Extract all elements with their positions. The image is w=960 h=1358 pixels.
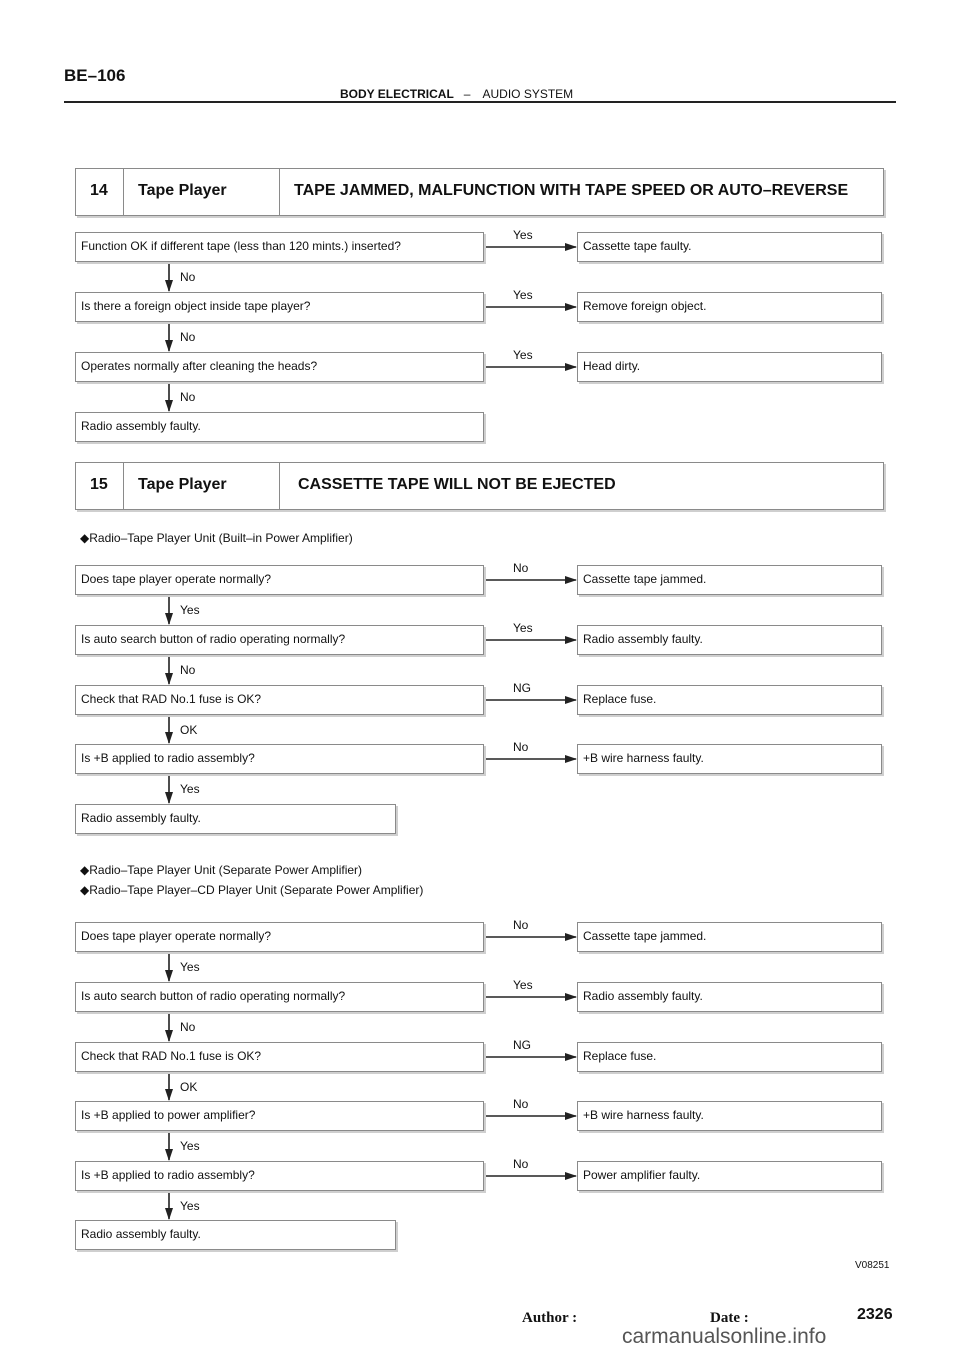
section-number: 15 xyxy=(90,476,108,493)
variant-caption: ◆Radio–Tape Player Unit (Built–in Power Amplifier) xyxy=(80,531,353,545)
author-label: Author : xyxy=(522,1310,578,1326)
diamond-bullet-icon: ◆ xyxy=(80,863,90,877)
question-box: Does tape player operate normally? xyxy=(75,922,484,952)
final-box: Radio assembly faulty. xyxy=(75,412,484,442)
branch-label: No xyxy=(513,740,529,754)
question-box: Does tape player operate normally? xyxy=(75,565,484,595)
diamond-bullet-icon: ◆ xyxy=(80,531,90,545)
branch-label: No xyxy=(513,561,529,575)
result-box: Cassette tape jammed. xyxy=(577,922,882,952)
header-separator: – xyxy=(463,87,471,101)
branch-label: No xyxy=(513,1157,529,1171)
next-label: No xyxy=(180,270,196,284)
result-box: +B wire harness faulty. xyxy=(577,744,882,774)
next-label: No xyxy=(180,663,196,677)
date-label: Date : xyxy=(710,1310,749,1326)
question-box: Is +B applied to radio assembly? xyxy=(75,1161,484,1191)
branch-label: NG xyxy=(513,681,531,695)
question-box: Check that RAD No.1 fuse is OK? xyxy=(75,685,484,715)
final-box: Radio assembly faulty. xyxy=(75,1220,396,1250)
section-title: CASSETTE TAPE WILL NOT BE EJECTED xyxy=(298,476,616,493)
result-box: Remove foreign object. xyxy=(577,292,882,322)
result-box: Power amplifier faulty. xyxy=(577,1161,882,1191)
section-item: Tape Player xyxy=(138,476,227,493)
next-label: Yes xyxy=(180,960,200,974)
next-label: No xyxy=(180,1020,196,1034)
result-box: Cassette tape faulty. xyxy=(577,232,882,262)
question-box: Is +B applied to power amplifier? xyxy=(75,1101,484,1131)
page-number: 2326 xyxy=(857,1306,893,1323)
branch-label: Yes xyxy=(513,228,533,242)
question-box: Is there a foreign object inside tape player? xyxy=(75,292,484,322)
branch-label: Yes xyxy=(513,348,533,362)
result-box: +B wire harness faulty. xyxy=(577,1101,882,1131)
variant-caption: ◆Radio–Tape Player Unit (Separate Power Amplifier) xyxy=(80,863,363,877)
header-subsection: AUDIO SYSTEM xyxy=(482,87,574,101)
branch-label: Yes xyxy=(513,621,533,635)
next-label: No xyxy=(180,390,196,404)
question-box: Check that RAD No.1 fuse is OK? xyxy=(75,1042,484,1072)
watermark: carmanualsonline.info xyxy=(622,1325,827,1348)
result-box: Radio assembly faulty. xyxy=(577,982,882,1012)
next-label: Yes xyxy=(180,1139,200,1153)
section-item: Tape Player xyxy=(138,182,227,199)
figure-id: V08251 xyxy=(855,1260,890,1271)
section-number: 14 xyxy=(90,182,108,199)
result-box: Replace fuse. xyxy=(577,685,882,715)
page-id: BE–106 xyxy=(64,66,126,85)
next-label: Yes xyxy=(180,1199,200,1213)
header-section: BODY ELECTRICAL xyxy=(340,87,454,101)
result-box: Radio assembly faulty. xyxy=(577,625,882,655)
section-title: TAPE JAMMED, MALFUNCTION WITH TAPE SPEED OR AUTO–REVERSE xyxy=(294,182,849,199)
result-box: Head dirty. xyxy=(577,352,882,382)
next-label: OK xyxy=(180,723,198,737)
question-box: Is auto search button of radio operating normally? xyxy=(75,625,484,655)
next-label: Yes xyxy=(180,603,200,617)
question-box: Is +B applied to radio assembly? xyxy=(75,744,484,774)
variant-caption: ◆Radio–Tape Player–CD Player Unit (Separate Power Amplifier) xyxy=(80,883,424,897)
final-box: Radio assembly faulty. xyxy=(75,804,396,834)
branch-label: Yes xyxy=(513,978,533,992)
question-box: Is auto search button of radio operating normally? xyxy=(75,982,484,1012)
branch-label: NG xyxy=(513,1038,531,1052)
result-box: Cassette tape jammed. xyxy=(577,565,882,595)
branch-label: No xyxy=(513,1097,529,1111)
result-box: Replace fuse. xyxy=(577,1042,882,1072)
next-label: No xyxy=(180,330,196,344)
next-label: OK xyxy=(180,1080,198,1094)
question-box: Function OK if different tape (less than 120 mints.) inserted? xyxy=(75,232,484,262)
branch-label: Yes xyxy=(513,288,533,302)
next-label: Yes xyxy=(180,782,200,796)
branch-label: No xyxy=(513,918,529,932)
diamond-bullet-icon: ◆ xyxy=(80,883,90,897)
question-box: Operates normally after cleaning the heads? xyxy=(75,352,484,382)
